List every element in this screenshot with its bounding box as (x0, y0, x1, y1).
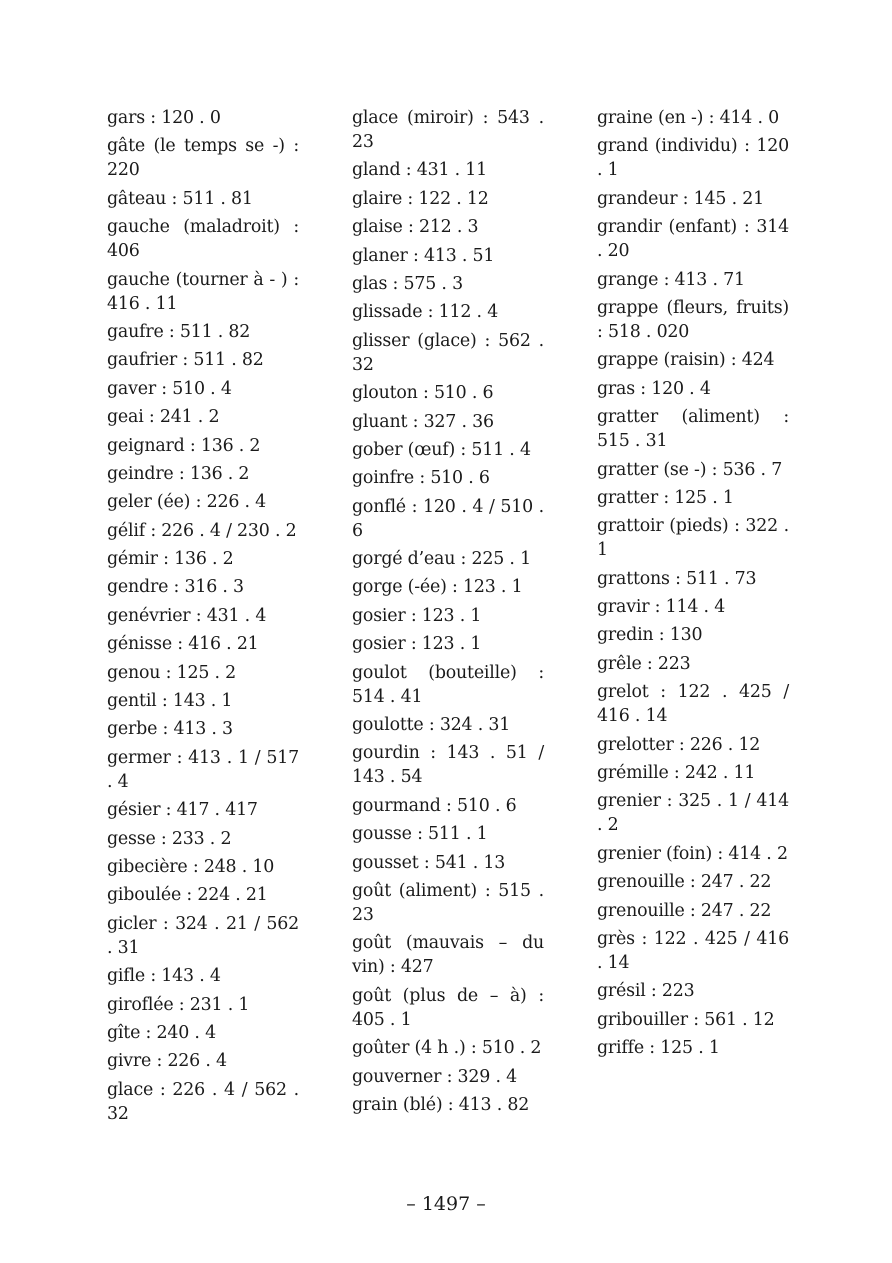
index-entry: glace (miroir) : 543 . 23 (352, 108, 544, 152)
index-entry: grandeur : 145 . 21 (597, 188, 764, 209)
index-entry: goinfre : 510 . 6 (352, 468, 490, 489)
index-entry: glace : 226 . 4 / 562 . 32 (107, 1079, 299, 1124)
index-entry: grappe (raisin) : 424 (597, 350, 775, 371)
index-entry: goût (mauvais – du vin) : 427 (352, 933, 544, 978)
index-entry: gauche (tourner à - ) : 416 . 11 (107, 269, 299, 314)
index-entry: grenier : 325 . 1 / 414 . 2 (597, 791, 789, 836)
index-entry: génisse : 416 . 21 (107, 634, 259, 655)
index-entry: glissade : 112 . 4 (352, 302, 499, 323)
index-entry: giroflée : 231 . 1 (107, 994, 250, 1015)
index-entry: gredin : 130 (597, 625, 703, 646)
page-number: – 1497 – (406, 1193, 486, 1215)
index-entry: goulot (bouteille) : 514 . 41 (352, 662, 544, 707)
index-entry: glaire : 122 . 12 (352, 188, 489, 209)
index-column-1 (107, 106, 299, 1130)
index-entry: gravir : 114 . 4 (597, 597, 726, 618)
index-entry: gars : 120 . 0 (107, 108, 221, 128)
index-entry: gratter (aliment) : 515 . 31 (597, 407, 789, 452)
index-entry: grattons : 511 . 73 (597, 568, 757, 589)
index-entry: gâteau : 511 . 81 (107, 188, 253, 209)
index-entry: gratter (se -) : 536 . 7 (597, 459, 783, 480)
index-entry: gicler : 324 . 21 / 562 . 31 (107, 913, 299, 958)
index-entry: gonflé : 120 . 4 / 510 . 6 (352, 496, 544, 541)
index-entry: goûter (4 h .) : 510 . 2 (352, 1038, 542, 1059)
index-entry: grelotter : 226 . 12 (597, 734, 761, 755)
index-entry: grain (blé) : 413 . 82 (352, 1094, 530, 1115)
index-entry: giboulée : 224 . 21 (107, 885, 268, 906)
index-entry: gosier : 123 . 1 (352, 634, 482, 655)
index-entry: geignard : 136 . 2 (107, 435, 261, 456)
index-entry: gluant : 327 . 36 (352, 411, 494, 432)
index-entry: gouverner : 329 . 4 (352, 1066, 517, 1087)
index-entry: goulotte : 324 . 31 (352, 715, 511, 736)
index-entry: gober (œuf) : 511 . 4 (352, 439, 531, 460)
index-entry: gribouiller : 561 . 12 (597, 1009, 775, 1030)
index-entry: gosier : 123 . 1 (352, 605, 482, 626)
index-entry: gorgé d’eau : 225 . 1 (352, 549, 531, 570)
index-entry: glaner : 413 . 51 (352, 245, 495, 266)
index-entry: gourdin : 143 . 51 / 143 . 54 (352, 743, 544, 788)
index-entry: gélif : 226 . 4 / 230 . 2 (107, 520, 297, 541)
index-entry: gousse : 511 . 1 (352, 824, 488, 845)
index-entry: gras : 120 . 4 (597, 378, 711, 399)
index-entry: grenouille : 247 . 22 (597, 900, 772, 921)
index-entry: givre : 226 . 4 (107, 1051, 227, 1072)
index-entry: germer : 413 . 1 / 517 . 4 (107, 747, 299, 792)
index-entry: gauche (maladroit) : 406 (107, 217, 299, 262)
index-entry: gaufrier : 511 . 82 (107, 350, 264, 371)
index-entry: gifle : 143 . 4 (107, 966, 221, 987)
index-entry: gorge (-ée) : 123 . 1 (352, 577, 523, 598)
index-column-3 (597, 106, 789, 1130)
index-entry: gerbe : 413 . 3 (107, 719, 233, 740)
index-entry: geindre : 136 . 2 (107, 463, 250, 484)
index-entry: graine (en -) : 414 . 0 (597, 108, 780, 128)
index-entry: grenouille : 247 . 22 (597, 872, 772, 893)
index-entry: genévrier : 431 . 4 (107, 605, 267, 626)
index-entry: gratter : 125 . 1 (597, 487, 734, 508)
index-entry: grémille : 242 . 11 (597, 763, 756, 784)
index-entry: gesse : 233 . 2 (107, 828, 232, 849)
index-entry: gland : 431 . 11 (352, 160, 488, 181)
index-entry: gémir : 136 . 2 (107, 549, 234, 570)
index-entry: gentil : 143 . 1 (107, 691, 233, 712)
index-entry: gousset : 541 . 13 (352, 852, 506, 873)
index-entry: gaufre : 511 . 82 (107, 321, 251, 342)
index-entry: grenier (foin) : 414 . 2 (597, 843, 788, 864)
index-entry: grange : 413 . 71 (597, 269, 745, 290)
index-entry: goût (aliment) : 515 . 23 (352, 880, 544, 925)
index-entry: genou : 125 . 2 (107, 662, 237, 683)
index-entry: gâte (le temps se -) : 220 (107, 136, 299, 181)
index-entry: grappe (fleurs, fruits) : 518 . 020 (597, 297, 789, 342)
index-entry: glaise : 212 . 3 (352, 217, 479, 238)
index-entry: gaver : 510 . 4 (107, 378, 232, 399)
index-entry: gendre : 316 . 3 (107, 577, 244, 598)
index-entry: goût (plus de – à) : 405 . 1 (352, 985, 544, 1030)
index-entry: grès : 122 . 425 / 416 . 14 (597, 928, 789, 973)
index-entry: grattoir (pieds) : 322 . 1 (597, 516, 789, 561)
index-entry: grandir (enfant) : 314 . 20 (597, 217, 789, 262)
index-entry: gourmand : 510 . 6 (352, 795, 517, 816)
index-entry: grelot : 122 . 425 / 416 . 14 (597, 682, 789, 727)
index-entry: glisser (glace) : 562 . 32 (352, 330, 544, 375)
index-entry: grésil : 223 (597, 981, 695, 1002)
index-entry: glouton : 510 . 6 (352, 383, 494, 404)
index-entry: geler (ée) : 226 . 4 (107, 492, 267, 513)
index-entry: grand (individu) : 120 . 1 (597, 136, 789, 181)
index-column-2 (352, 106, 544, 1130)
index-columns (107, 106, 789, 1130)
index-entry: gibecière : 248 . 10 (107, 856, 275, 877)
index-entry: geai : 241 . 2 (107, 407, 220, 428)
index-entry: gésier : 417 . 417 (107, 800, 258, 821)
index-entry: grêle : 223 (597, 653, 691, 674)
index-entry: gîte : 240 . 4 (107, 1022, 216, 1043)
index-entry: glas : 575 . 3 (352, 273, 463, 294)
index-entry: griffe : 125 . 1 (597, 1038, 720, 1059)
